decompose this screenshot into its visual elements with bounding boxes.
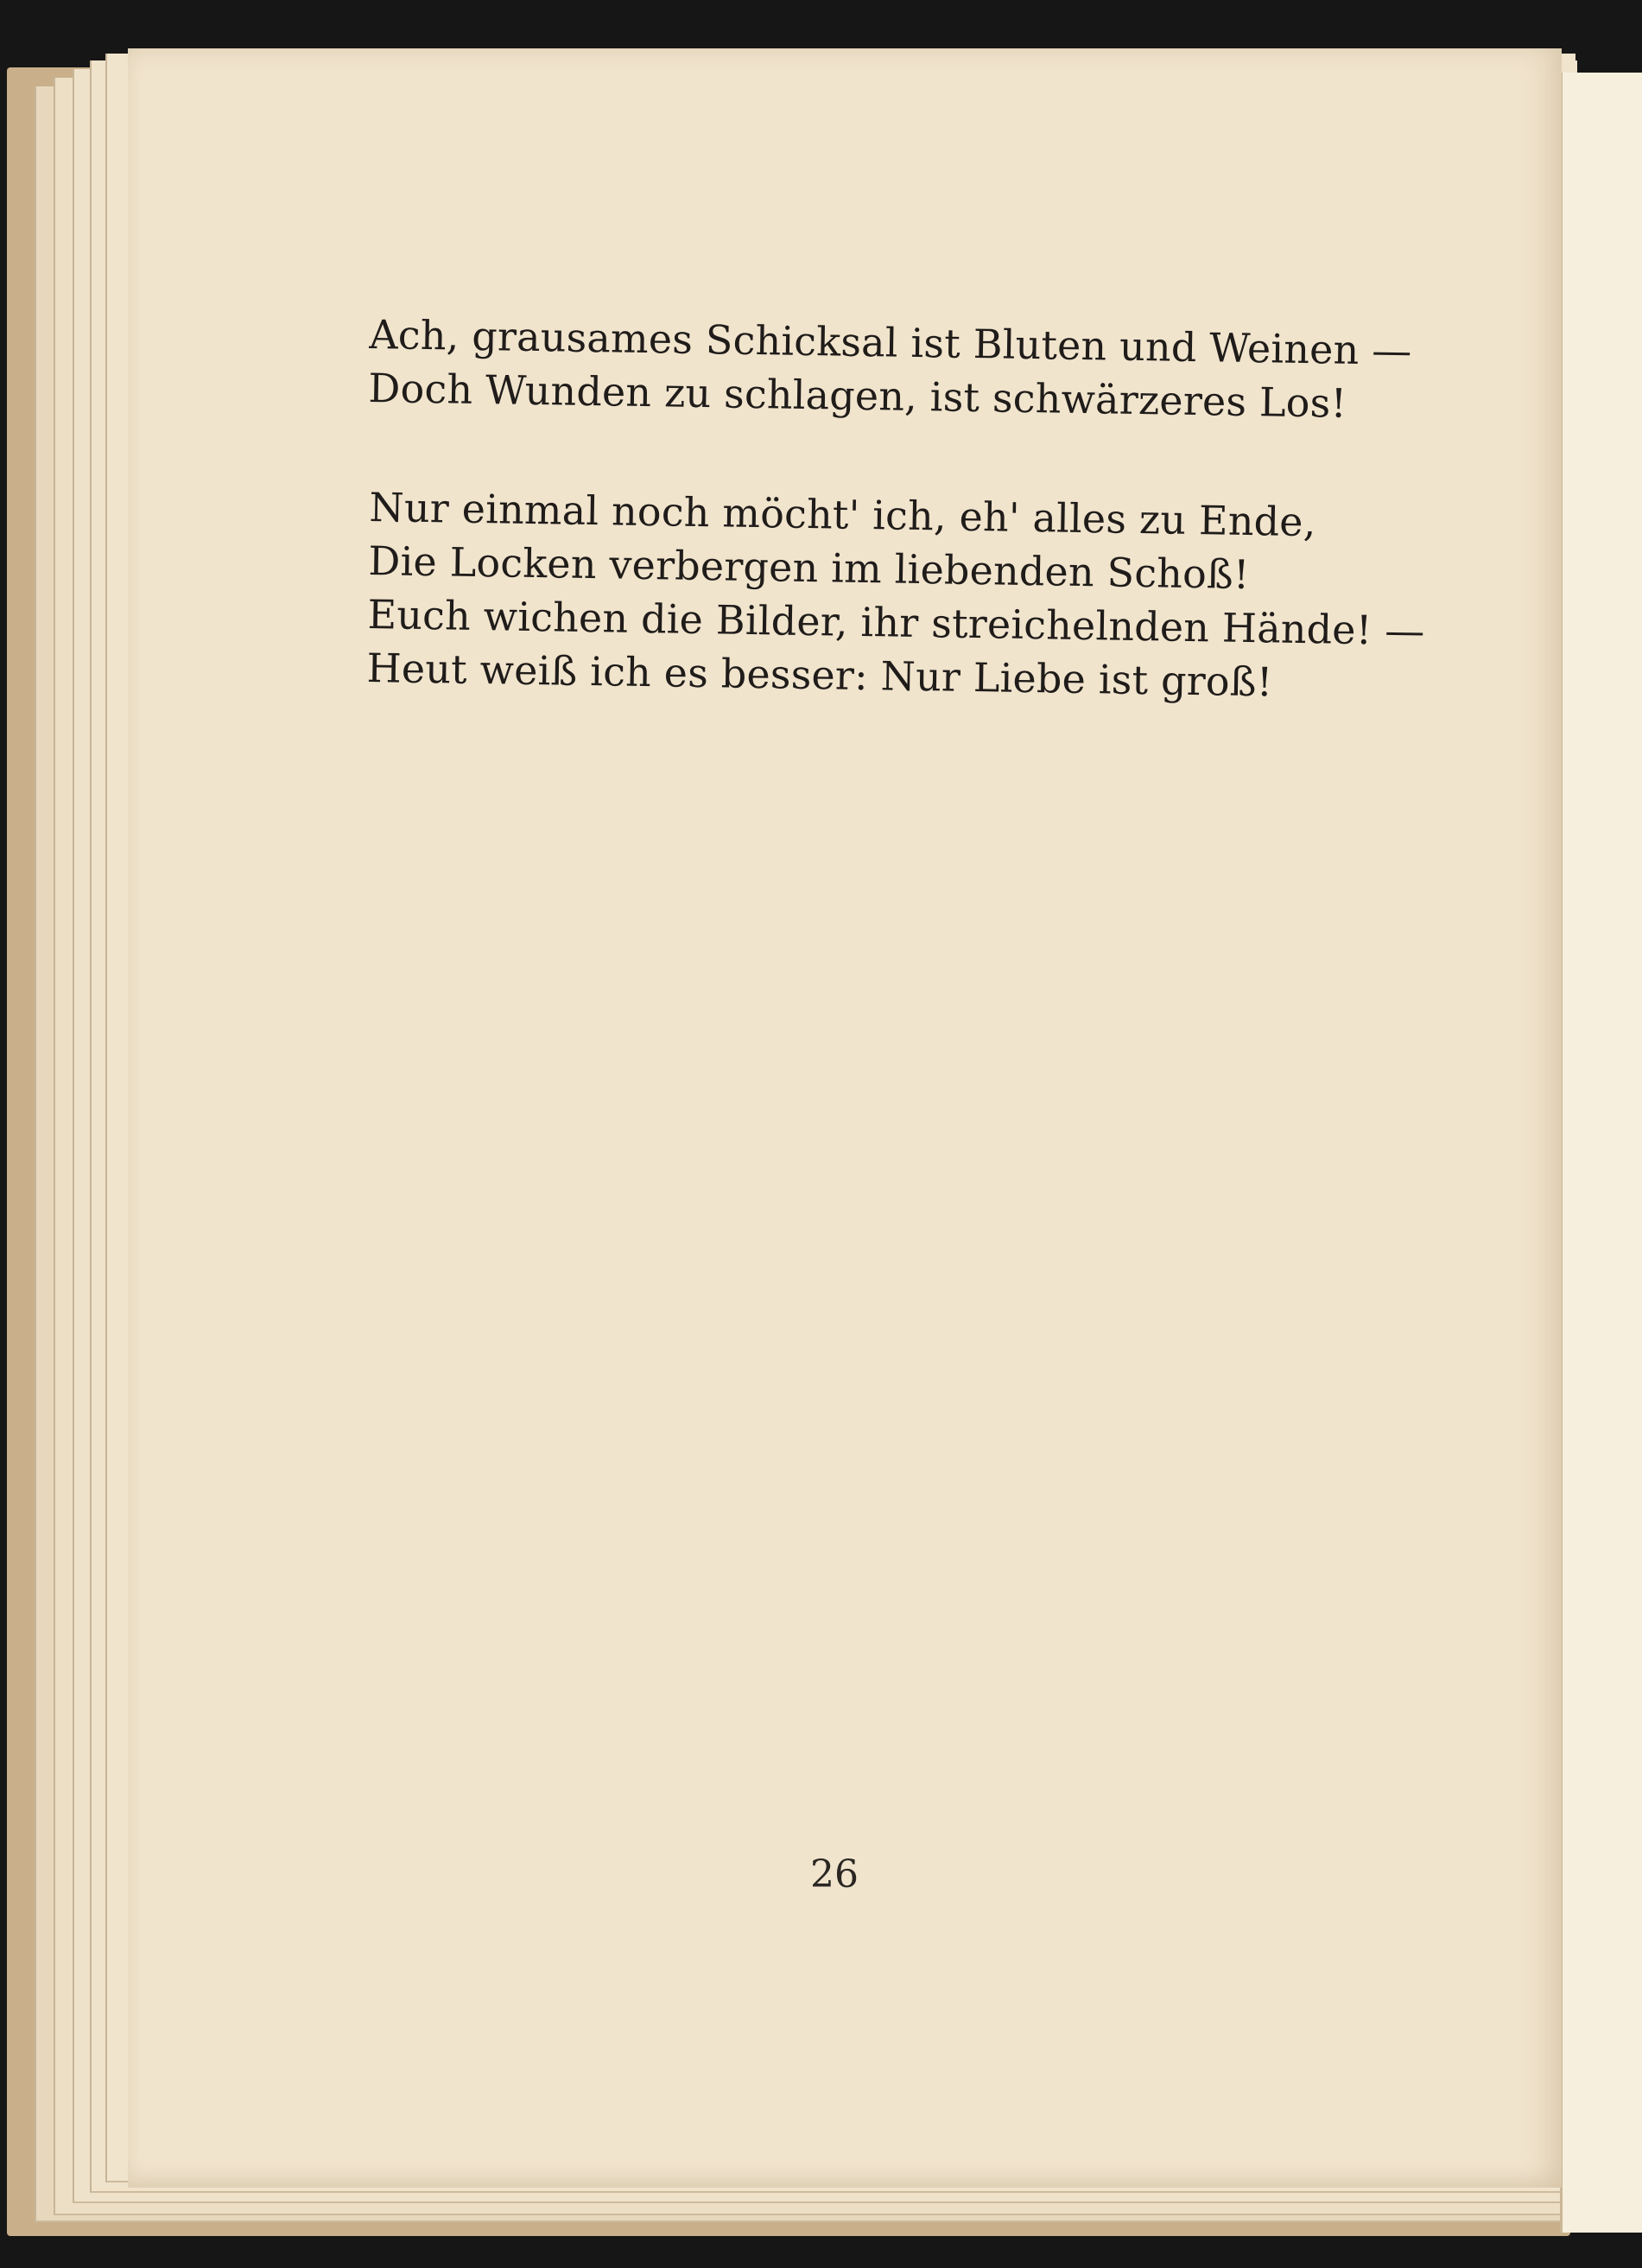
facing-page-edge bbox=[1560, 73, 1642, 2233]
poem-stanza-2 bbox=[366, 480, 1427, 711]
poem-line: Heut weiß ich es besser: Nur Liebe ist groß! bbox=[366, 644, 1273, 706]
poem-stanza-1 bbox=[368, 308, 1412, 431]
poem-line: Ach, grausames Schicksal ist Bluten und Weinen — bbox=[369, 310, 1412, 374]
poem-line: Euch wichen die Bilder, ihr streichelnden Hände! — bbox=[367, 590, 1425, 655]
page-number: 26 bbox=[810, 1852, 859, 1896]
poem-line: Nur einmal noch möcht' ich, eh' alles zu Ende, bbox=[369, 483, 1316, 546]
poem-line: Doch Wunden zu schlagen, ist schwärzeres Los! bbox=[368, 364, 1347, 427]
book-page bbox=[128, 48, 1562, 2188]
poem-line: Die Locken verbergen im liebenden Schoß! bbox=[368, 537, 1251, 599]
